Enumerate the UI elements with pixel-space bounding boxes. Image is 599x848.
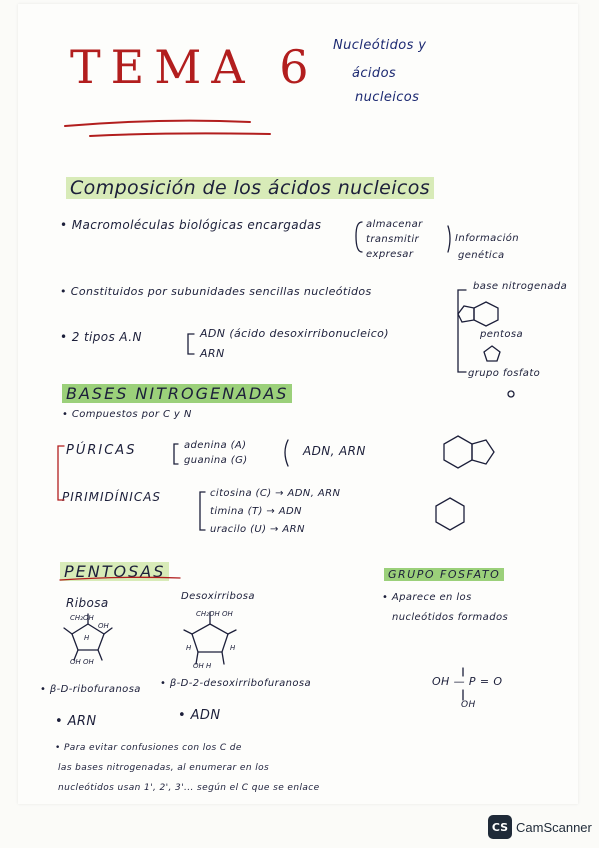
fosfato-text-line-1: • Aparece en los <box>382 592 472 603</box>
pirimidinica-uracilo: uracilo (U) → ARN <box>210 524 305 535</box>
puricas-label: PÚRICAS <box>66 443 137 458</box>
svg-text:CH₂OH: CH₂OH <box>70 614 94 622</box>
tipos-label: • 2 tipos A.N <box>60 330 142 344</box>
desoxirribosa-label: Desoxirribosa <box>181 591 255 602</box>
constituidos-text: • Constituidos por subunidades sencillas nucleótidos <box>60 285 372 298</box>
beta-desoxirribofuranosa: • β-D-2-desoxirribofuranosa <box>160 678 312 689</box>
svg-text:CH₂OH OH: CH₂OH OH <box>196 610 233 618</box>
macromoleculas-text: • Macromoléculas biológicas encargadas <box>60 218 322 232</box>
svg-text:H: H <box>230 644 236 652</box>
svg-text:OH: OH <box>98 622 109 630</box>
component-base-nitrogenada: base nitrogenada <box>473 281 568 292</box>
svg-text:H: H <box>84 634 90 642</box>
component-grupo-fosfato: grupo fosfato <box>468 368 541 379</box>
camscanner-watermark <box>488 815 592 839</box>
purica-guanina: guanina (G) <box>184 455 248 466</box>
subtitle-line-1: Nucleótidos y <box>333 38 427 53</box>
arn-label: ARN <box>200 347 225 360</box>
fosfato-formula-oh: OH <box>461 700 476 710</box>
fosfato-text-line-2: nucleótidos formados <box>392 612 509 623</box>
nota-line-2: las bases nitrogenadas, al enumerar en los <box>58 763 270 773</box>
pirimidinica-timina: timina (T) → ADN <box>210 506 302 517</box>
page-title: TEMA 6 <box>70 40 319 94</box>
svg-text:OH H: OH H <box>193 662 212 670</box>
puricas-result: ADN, ARN <box>303 444 366 458</box>
purica-adenina: adenina (A) <box>184 440 247 451</box>
adn-definition: ADN (ácido desoxirribonucleico) <box>200 327 389 340</box>
component-pentosa: pentosa <box>480 329 524 340</box>
ribosa-label: Ribosa <box>66 596 109 610</box>
info-genetica-line-2: genética <box>458 250 505 261</box>
pirimidinica-citosina: citosina (C) → ADN, ARN <box>210 488 341 499</box>
pirimidinicas-label: PIRIMIDÍNICAS <box>62 490 162 504</box>
pentosa-adn: • ADN <box>178 708 221 723</box>
camscanner-brand: CamScanner <box>516 819 592 835</box>
verb-expresar: expresar <box>366 249 414 260</box>
info-genetica-line-1: Información <box>455 233 520 244</box>
section-heading-composicion: Composición de los ácidos nucleicos <box>66 177 434 199</box>
beta-ribofuranosa: • β-D-ribofuranosa <box>40 684 141 695</box>
section-heading-pentosas: PENTOSAS <box>60 562 169 581</box>
camscanner-logo: CS <box>488 815 512 839</box>
fosfato-formula: OH — P = O <box>432 675 503 688</box>
section-heading-bases: BASES NITROGENADAS <box>62 384 292 403</box>
pentosa-arn: • ARN <box>55 714 97 729</box>
subtitle-line-3: nucleicos <box>355 90 420 105</box>
section-heading-fosfato: GRUPO FOSFATO <box>384 568 504 581</box>
nota-line-3: nucleótidos usan 1', 2', 3'... según el C que se enlace <box>58 783 320 793</box>
svg-text:H: H <box>186 644 192 652</box>
subtitle-line-2: ácidos <box>352 66 397 81</box>
verb-transmitir: transmitir <box>366 234 420 245</box>
nota-line-1: • Para evitar confusiones con los C de <box>55 743 242 753</box>
bases-compuestos: • Compuestos por C y N <box>62 409 192 420</box>
svg-text:OH OH: OH OH <box>70 658 94 666</box>
verb-almacenar: almacenar <box>366 219 423 230</box>
